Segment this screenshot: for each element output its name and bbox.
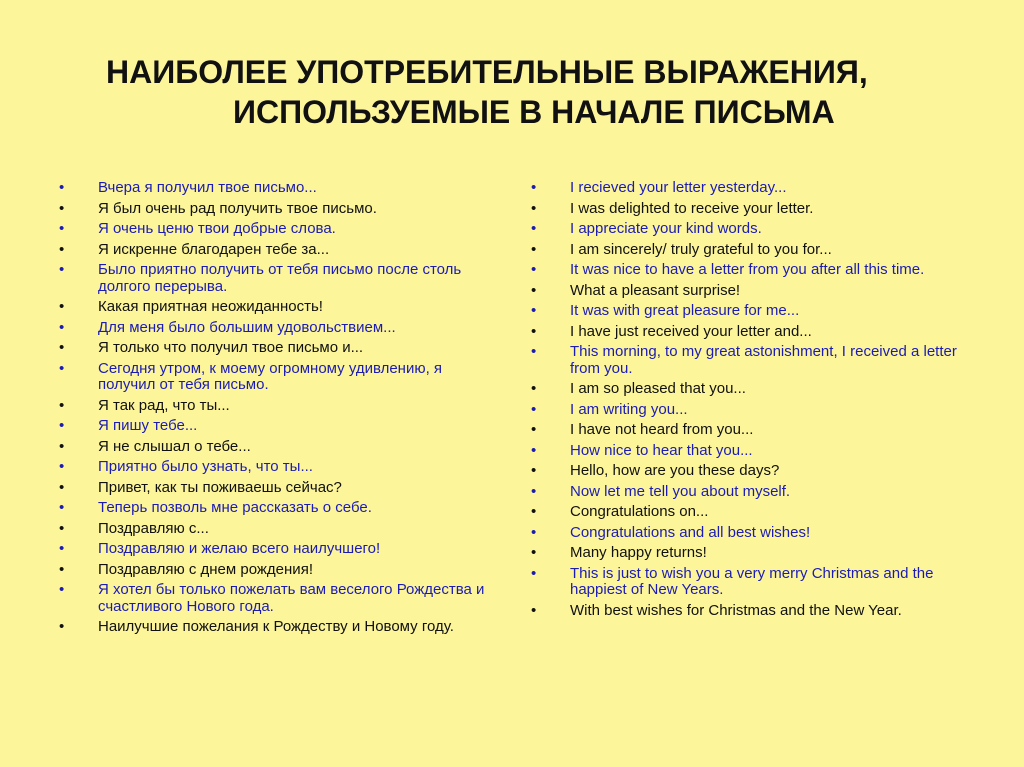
phrase-text: I am writing you... <box>570 400 688 418</box>
phrase-text: Я так рад, что ты... <box>98 396 230 414</box>
phrase-text: Hello, how are you these days? <box>570 462 780 479</box>
list-item <box>528 566 968 599</box>
english-phrase-list <box>528 180 968 623</box>
bullet-icon: • <box>531 261 537 278</box>
phrase-text: With best wishes for Christmas and the New Year. <box>570 601 902 619</box>
list-item <box>56 340 496 357</box>
list-item <box>56 619 496 636</box>
bullet-icon: • <box>59 618 65 635</box>
list-item <box>56 299 496 316</box>
list-item <box>528 303 968 320</box>
bullet-icon: • <box>59 560 65 578</box>
bullet-icon: • <box>531 380 537 397</box>
phrase-text: What a pleasant surprise! <box>570 281 741 299</box>
list-item <box>528 484 968 501</box>
bullet-icon: • <box>531 281 537 299</box>
list-item <box>56 480 496 497</box>
bullet-icon: • <box>59 417 65 434</box>
list-item <box>56 582 496 615</box>
phrase-text: How nice to hear that you... <box>570 441 753 459</box>
bullet-icon: • <box>531 482 537 500</box>
phrase-text: Вчера я получил твое письмо... <box>98 179 317 196</box>
phrase-text: I am so pleased that you... <box>570 380 746 397</box>
bullet-icon: • <box>531 322 537 340</box>
list-item <box>528 504 968 521</box>
bullet-icon: • <box>531 220 537 237</box>
list-item <box>528 201 968 218</box>
phrase-text: Congratulations on... <box>570 503 709 520</box>
list-item <box>56 180 496 197</box>
phrase-text: Я не слышал о тебе... <box>98 437 251 455</box>
bullet-icon: • <box>59 318 65 336</box>
bullet-icon: • <box>59 179 65 196</box>
list-item <box>56 262 496 295</box>
list-item <box>56 398 496 415</box>
bullet-icon: • <box>59 240 65 258</box>
phrase-text: Для меня было большим удовольствием... <box>98 318 396 336</box>
phrase-text: Привет, как ты поживаешь сейчас? <box>98 478 342 496</box>
bullet-icon: • <box>59 499 65 516</box>
bullet-icon: • <box>59 396 65 414</box>
phrase-text: Many happy returns! <box>570 544 707 561</box>
bullet-icon: • <box>531 240 537 258</box>
phrase-text: I was delighted to receive your letter. <box>570 199 814 217</box>
bullet-icon: • <box>59 519 65 537</box>
list-item <box>528 443 968 460</box>
phrase-text: I appreciate your kind words. <box>570 220 762 237</box>
phrase-text: Сегодня утром, к моему огромному удивлению, я получил от тебя письмо. <box>98 359 443 393</box>
phrase-text: I have not heard from you... <box>570 421 754 438</box>
phrase-text: I recieved your letter yesterday... <box>570 179 787 196</box>
bullet-icon: • <box>59 339 65 356</box>
list-item <box>528 525 968 542</box>
bullet-icon: • <box>59 581 65 598</box>
phrase-text: Я хотел бы только пожелать вам веселого Рождества и счастливого Нового года. <box>98 581 485 615</box>
list-item <box>528 262 968 279</box>
list-item <box>528 242 968 259</box>
list-item <box>56 201 496 218</box>
bullet-icon: • <box>59 478 65 496</box>
bullet-icon: • <box>531 421 537 438</box>
bullet-icon: • <box>531 302 537 319</box>
title-line-1: НАИБОЛЕЕ УПОТРЕБИТЕЛЬНЫЕ ВЫРАЖЕНИЯ, <box>106 54 868 90</box>
bullet-icon: • <box>59 199 65 217</box>
phrase-text: Теперь позволь мне рассказать о себе. <box>98 499 372 516</box>
phrase-text: Я был очень рад получить твое письмо. <box>98 199 377 217</box>
bullet-icon: • <box>531 564 537 582</box>
list-item <box>56 439 496 456</box>
phrase-text: This is just to wish you a very merry Christmas and the happiest of New Years. <box>570 564 934 598</box>
list-item <box>528 381 968 398</box>
bullet-icon: • <box>531 441 537 459</box>
phrase-text: Я только что получил твое письмо и... <box>98 339 364 356</box>
phrase-text: Congratulations and all best wishes! <box>570 523 811 541</box>
list-item <box>528 221 968 238</box>
phrase-text: I have just received your letter and... <box>570 322 812 340</box>
title-line-2: ИСПОЛЬЗУЕМЫЕ В НАЧАЛЕ ПИСЬМА <box>233 94 835 130</box>
phrase-text: Я искренне благодарен тебе за... <box>98 240 330 258</box>
bullet-icon: • <box>59 220 65 237</box>
bullet-icon: • <box>531 523 537 541</box>
list-item <box>528 603 968 620</box>
bullet-icon: • <box>531 462 537 479</box>
bullet-icon: • <box>59 540 65 557</box>
bullet-icon: • <box>531 601 537 619</box>
list-item <box>56 459 496 476</box>
bullet-icon: • <box>531 199 537 217</box>
phrase-text: It was with great pleasure for me... <box>570 302 800 319</box>
list-item <box>56 242 496 259</box>
phrase-text: Я пишу тебе... <box>98 417 198 434</box>
bullet-icon: • <box>59 458 65 475</box>
bullet-icon: • <box>531 179 537 196</box>
list-item <box>56 562 496 579</box>
phrase-text: Now let me tell you about myself. <box>570 482 791 500</box>
list-item <box>528 344 968 377</box>
list-item <box>528 545 968 562</box>
phrase-text: It was nice to have a letter from you after all this time. <box>570 261 925 278</box>
phrase-text: Какая приятная неожиданность! <box>98 298 323 315</box>
phrase-text: Приятно было узнать, что ты... <box>98 458 313 475</box>
phrase-text: Наилучшие пожелания к Рождеству и Новому году. <box>98 618 454 635</box>
list-item <box>528 180 968 197</box>
bullet-icon: • <box>59 298 65 315</box>
phrase-text: Поздравляю с... <box>98 519 209 537</box>
list-item <box>56 500 496 517</box>
list-item <box>528 463 968 480</box>
bullet-icon: • <box>531 503 537 520</box>
phrase-text: This morning, to my great astonishment, I received a letter from you. <box>570 343 957 377</box>
phrase-text: Было приятно получить от тебя письмо после столь долгого перерыва. <box>98 261 462 295</box>
list-item <box>528 324 968 341</box>
russian-phrase-list <box>56 180 496 640</box>
list-item <box>56 361 496 394</box>
phrase-text: Поздравляю и желаю всего наилучшего! <box>98 540 381 557</box>
bullet-icon: • <box>531 343 537 360</box>
bullet-icon: • <box>531 544 537 561</box>
list-item <box>528 283 968 300</box>
list-item <box>56 418 496 435</box>
phrase-text: Я очень ценю твои добрые слова. <box>98 220 336 237</box>
bullet-icon: • <box>59 359 65 377</box>
list-item <box>56 221 496 238</box>
bullet-icon: • <box>531 400 537 418</box>
list-item <box>528 422 968 439</box>
list-item <box>528 402 968 419</box>
bullet-icon: • <box>59 437 65 455</box>
list-item <box>56 541 496 558</box>
list-item <box>56 521 496 538</box>
bullet-icon: • <box>59 261 65 278</box>
phrase-text: I am sincerely/ truly grateful to you for... <box>570 240 832 258</box>
phrase-text: Поздравляю с днем рождения! <box>98 560 313 578</box>
page-title <box>0 52 1024 132</box>
list-item <box>56 320 496 337</box>
